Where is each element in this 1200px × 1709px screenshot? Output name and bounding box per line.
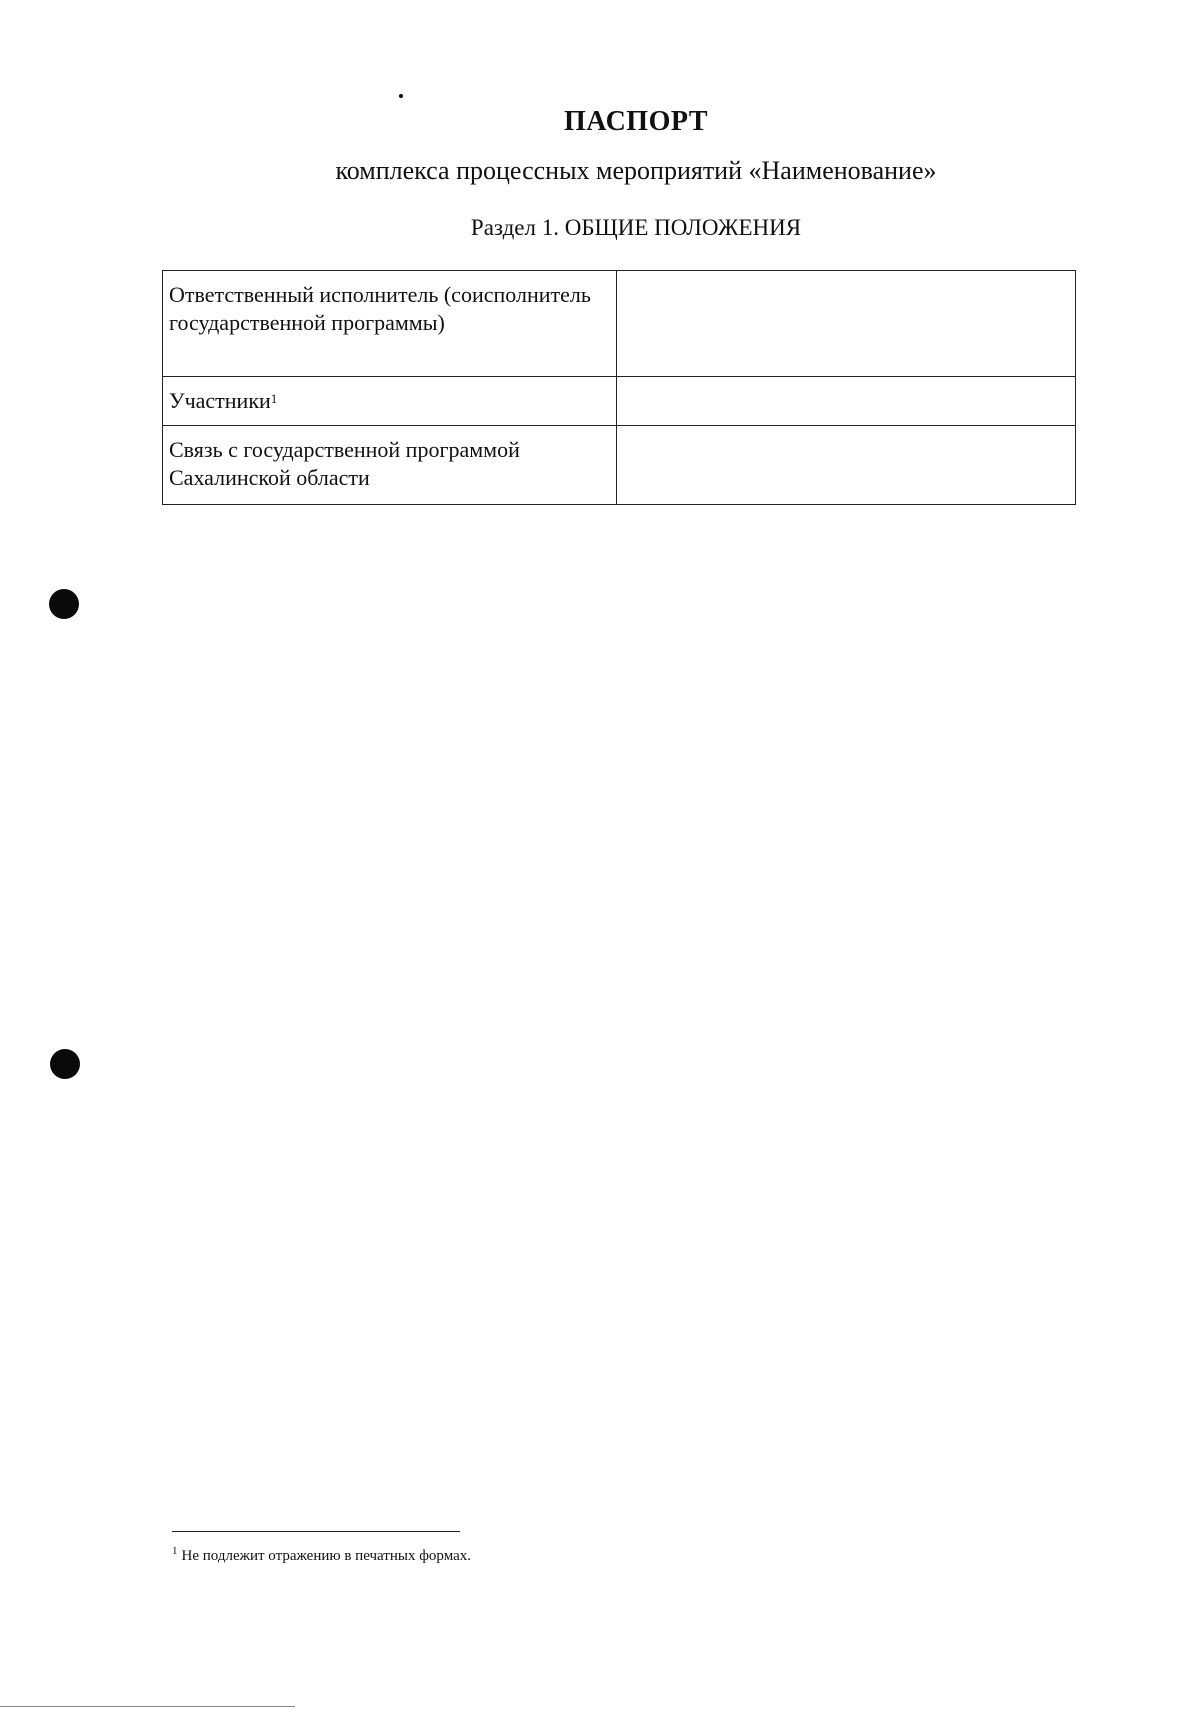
scan-speck	[399, 94, 403, 98]
scan-edge-line	[0, 1706, 295, 1707]
table-cell-value	[617, 426, 1076, 505]
participants-label: Участники	[169, 388, 271, 413]
table-row	[163, 377, 1076, 426]
table-cell-label	[163, 377, 617, 426]
footnote-separator	[172, 1531, 460, 1532]
document-subtitle: комплекса процессных мероприятий «Наименование»	[335, 156, 937, 185]
table-cell-label: Ответственный исполнитель (соисполнитель государственной программы)	[163, 271, 617, 377]
general-provisions-table	[162, 270, 1076, 505]
table-cell-value	[617, 377, 1076, 426]
footnote-text: Не подлежит отражению в печатных формах.	[181, 1548, 471, 1564]
footnote-marker: 1	[172, 1545, 178, 1557]
section-heading: Раздел 1. ОБЩИЕ ПОЛОЖЕНИЯ	[470, 215, 802, 240]
punch-hole-mark	[49, 589, 79, 619]
document-title: ПАСПОРТ	[563, 106, 708, 137]
table-cell-label: Связь с государственной программой Сахалинской области	[163, 426, 617, 505]
table-cell-value	[617, 271, 1076, 377]
footnote-reference: 1	[270, 391, 278, 406]
footnote	[172, 1545, 471, 1565]
table-row	[163, 271, 1076, 377]
table-row	[163, 426, 1076, 505]
punch-hole-mark	[50, 1049, 80, 1079]
